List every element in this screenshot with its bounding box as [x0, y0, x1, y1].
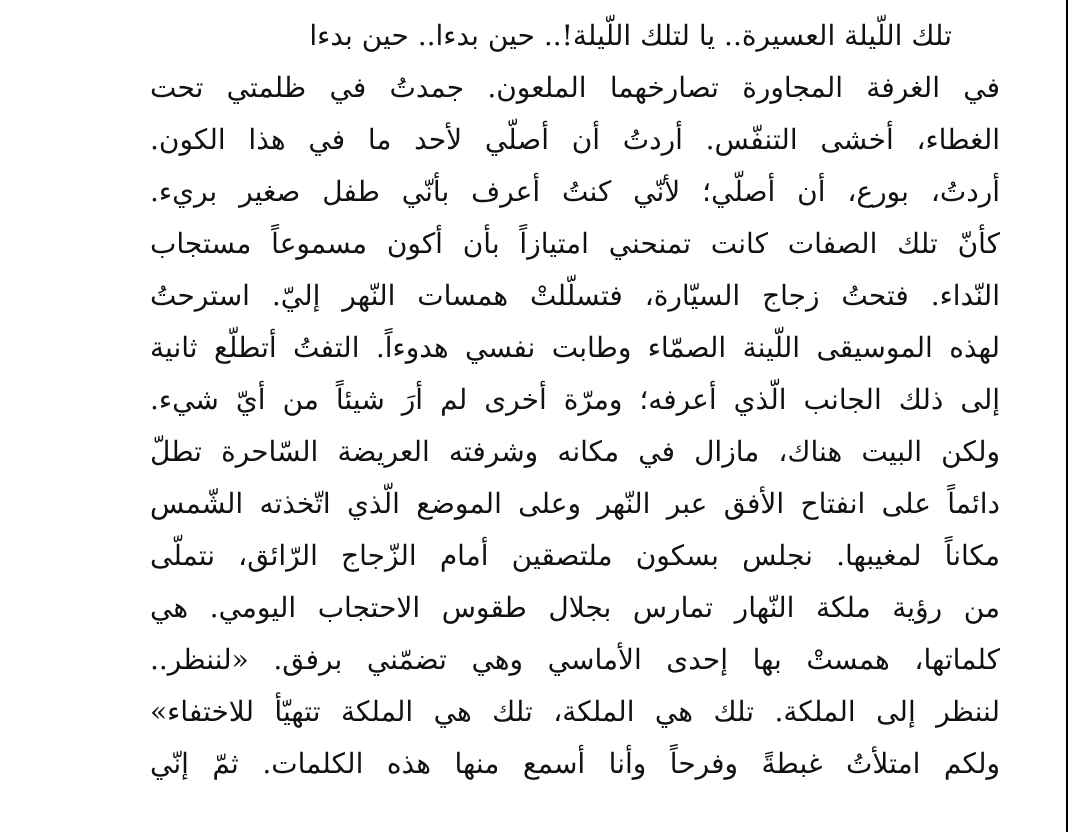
text-line: دائماً على انفتاح الأفق عبر النّهر وعلى الموضع الّذي اتّخذته الشّمس [150, 487, 1000, 520]
text-line: تلك اللّيلة العسيرة.. يا لتلك اللّيلة!.. حين بدءا.. حين بدءا [309, 19, 952, 52]
text-line: من رؤية ملكة النّهار تمارس بجلال طقوس الاحتجاب اليومي. هي [150, 591, 1000, 624]
text-line: ولكم امتلأتُ غبطةً وفرحاً وأنا أسمع منها هذه الكلمات. ثمّ إنّي [150, 747, 1000, 780]
text-line: أردتُ، بورع، أن أصلّي؛ لأنّي كنتُ أعرف بأنّي طفل صغير بريء. [150, 175, 1000, 208]
text-line: مكاناً لمغيبها. نجلس بسكون ملتصقين أمام الزّجاج الرّائق، نتملّى [150, 539, 1000, 572]
text-line: ولكن البيت هناك، مازال في مكانه وشرفته العريضة السّاحرة تطلّ [150, 435, 1000, 468]
text-line: الغطاء، أخشى التنفّس. أردتُ أن أصلّي لأحد ما في هذا الكون. [150, 123, 1000, 156]
text-line: كلماتها، همستْ بها إحدى الأماسي وهي تضمّني برفق. «لننظر.. [150, 643, 1000, 676]
text-line: لننظر إلى الملكة. تلك هي الملكة، تلك هي الملكة تتهيّأ للاختفاء» [150, 695, 1000, 728]
text-line: كأنّ تلك الصفات كانت تمنحني امتيازاً بأن أكون مسموعاً مستجاب [150, 227, 1001, 260]
text-line: إلى ذلك الجانب الّذي أعرفه؛ ومرّة أخرى لم أرَ شيئاً من أيّ شيء. [150, 383, 1000, 416]
text-line: النّداء. فتحتُ زجاج السيّارة، فتسلّلتْ همسات النّهر إليّ. استرحتُ [150, 279, 1000, 312]
text-line: في الغرفة المجاورة تصارخهما الملعون. جمدتُ في ظلمتي تحت [150, 71, 1000, 104]
text-line: لهذه الموسيقى اللّينة الصمّاء وطابت نفسي هدوءاً. التفتُ أتطلّع ثانية [150, 331, 1000, 364]
